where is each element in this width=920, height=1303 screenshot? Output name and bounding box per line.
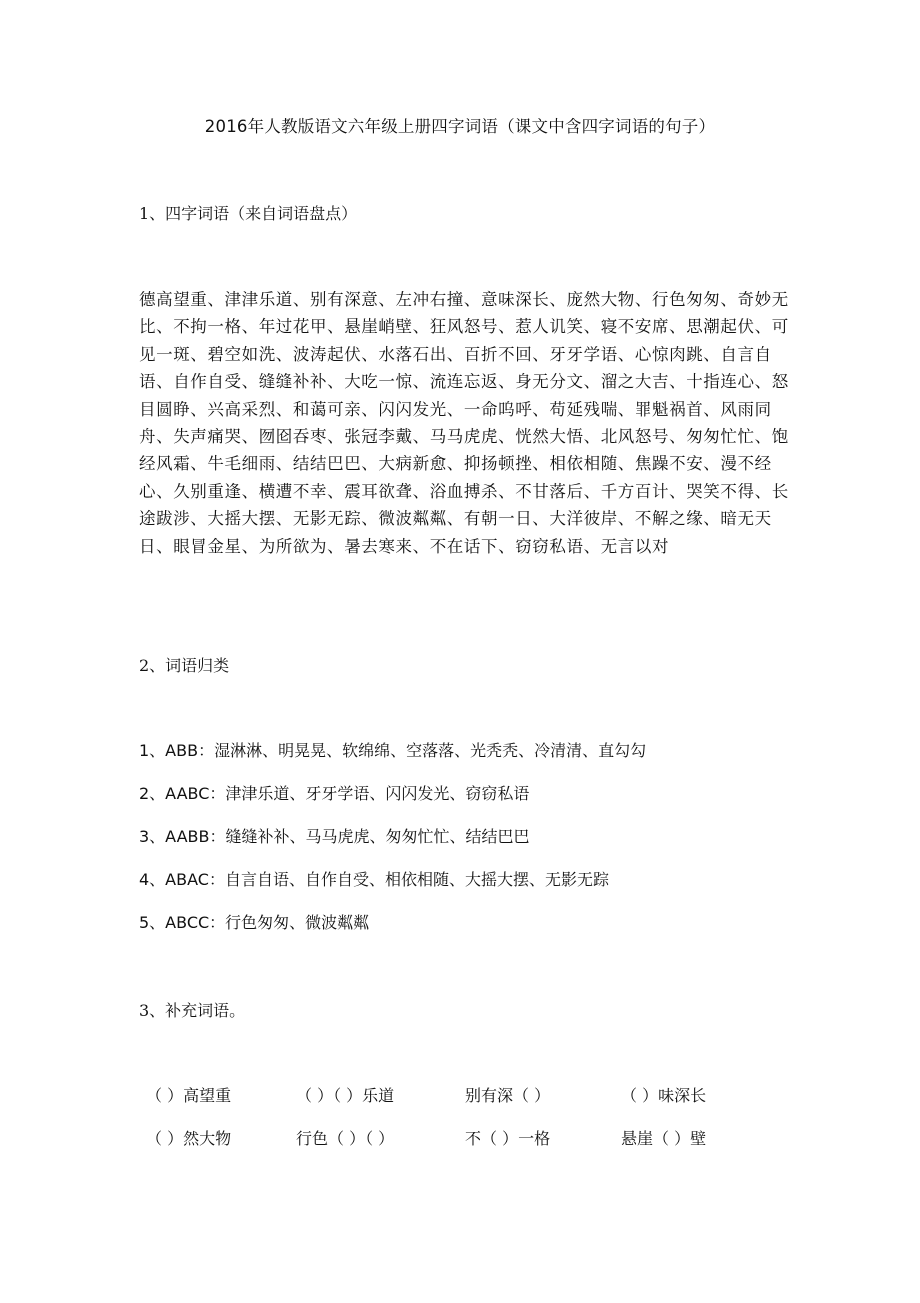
category-label: 3、AABB： — [139, 827, 226, 846]
fill-blank-item[interactable]: 行色（ ）（ ） — [296, 1129, 395, 1148]
category-label: 2、AABC： — [139, 784, 226, 803]
category-line-abac — [139, 867, 609, 890]
four-character-word-list: 德高望重、津津乐道、别有深意、左冲右撞、意味深长、庞然大物、行色匆匆、奇妙无比、不拘一格、年过花甲、悬崖峭壁、狂风怒号、惹人讥笑、寝不安席、思潮起伏、可见一斑、碧空如洗、波涛起伏、水落石出、百折不回、牙牙学语、心惊肉跳、自言自语、自作自受、缝缝补补、大吃一惊、流连忘返、身无分文、溜之大吉、十指连心、怒目圆睁、兴高采烈、和蔼可亲、闪闪发光、一命呜呼、苟延残喘、罪魁祸首、风雨同舟、失声痛哭、囫囵吞枣、张冠李戴、马马虎虎、恍然大悟、北风怒号、匆匆忙忙、饱经风霜、牛毛细雨、结结巴巴、大病新愈、抑扬顿挫、相依相随、焦躁不安、漫不经心、久别重逢、横遭不幸、震耳欲聋、浴血搏杀、不甘落后、千方百计、哭笑不得、长途跋涉、大摇大摆、无影无踪、微波粼粼、有朝一日、大洋彼岸、不解之缘、暗无天日、眼冒金星、为所欲为、暑去寒来、不在话下、窃窃私语、无言以对 — [139, 290, 789, 556]
category-label: 4、ABAC： — [139, 870, 225, 889]
section1-heading: 1、四字词语（来自词语盘点） — [139, 204, 358, 223]
category-words: 湿淋淋、明晃晃、软绵绵、空落落、光秃秃、冷清清、直勾勾 — [214, 741, 647, 760]
category-line-aabc — [139, 781, 529, 804]
category-line-aabb — [139, 824, 530, 847]
category-label: 1、ABB： — [139, 741, 215, 760]
fill-blank-item[interactable]: 不（ ）一格 — [465, 1129, 551, 1148]
fill-blank-item[interactable]: （ ）（ ）乐道 — [296, 1086, 395, 1105]
fill-blank-item[interactable]: （ ）味深长 — [621, 1086, 707, 1105]
section2-heading: 2、词语归类 — [139, 656, 230, 675]
fill-blank-item[interactable]: （ ）高望重 — [146, 1086, 232, 1105]
category-words: 自言自语、自作自受、相依相随、大摇大摆、无影无踪 — [224, 870, 609, 889]
fill-blank-item[interactable]: （ ）然大物 — [146, 1129, 232, 1148]
fill-blank-item[interactable]: 别有深（ ） — [465, 1086, 551, 1105]
document-title: 2016年人教版语文六年级上册四字词语（课文中含四字词语的句子） — [204, 117, 716, 136]
category-words: 缝缝补补、马马虎虎、匆匆忙忙、结结巴巴 — [225, 827, 530, 846]
section3-heading: 3、补充词语。 — [139, 1001, 246, 1020]
category-label: 5、ABCC： — [139, 913, 226, 932]
category-words: 行色匆匆、微波粼粼 — [225, 913, 370, 932]
category-line-abb — [139, 738, 646, 761]
fill-blank-item[interactable]: 悬崖（ ）壁 — [621, 1129, 707, 1148]
category-line-abcc — [139, 910, 369, 933]
category-words: 津津乐道、牙牙学语、闪闪发光、窃窃私语 — [225, 784, 530, 803]
